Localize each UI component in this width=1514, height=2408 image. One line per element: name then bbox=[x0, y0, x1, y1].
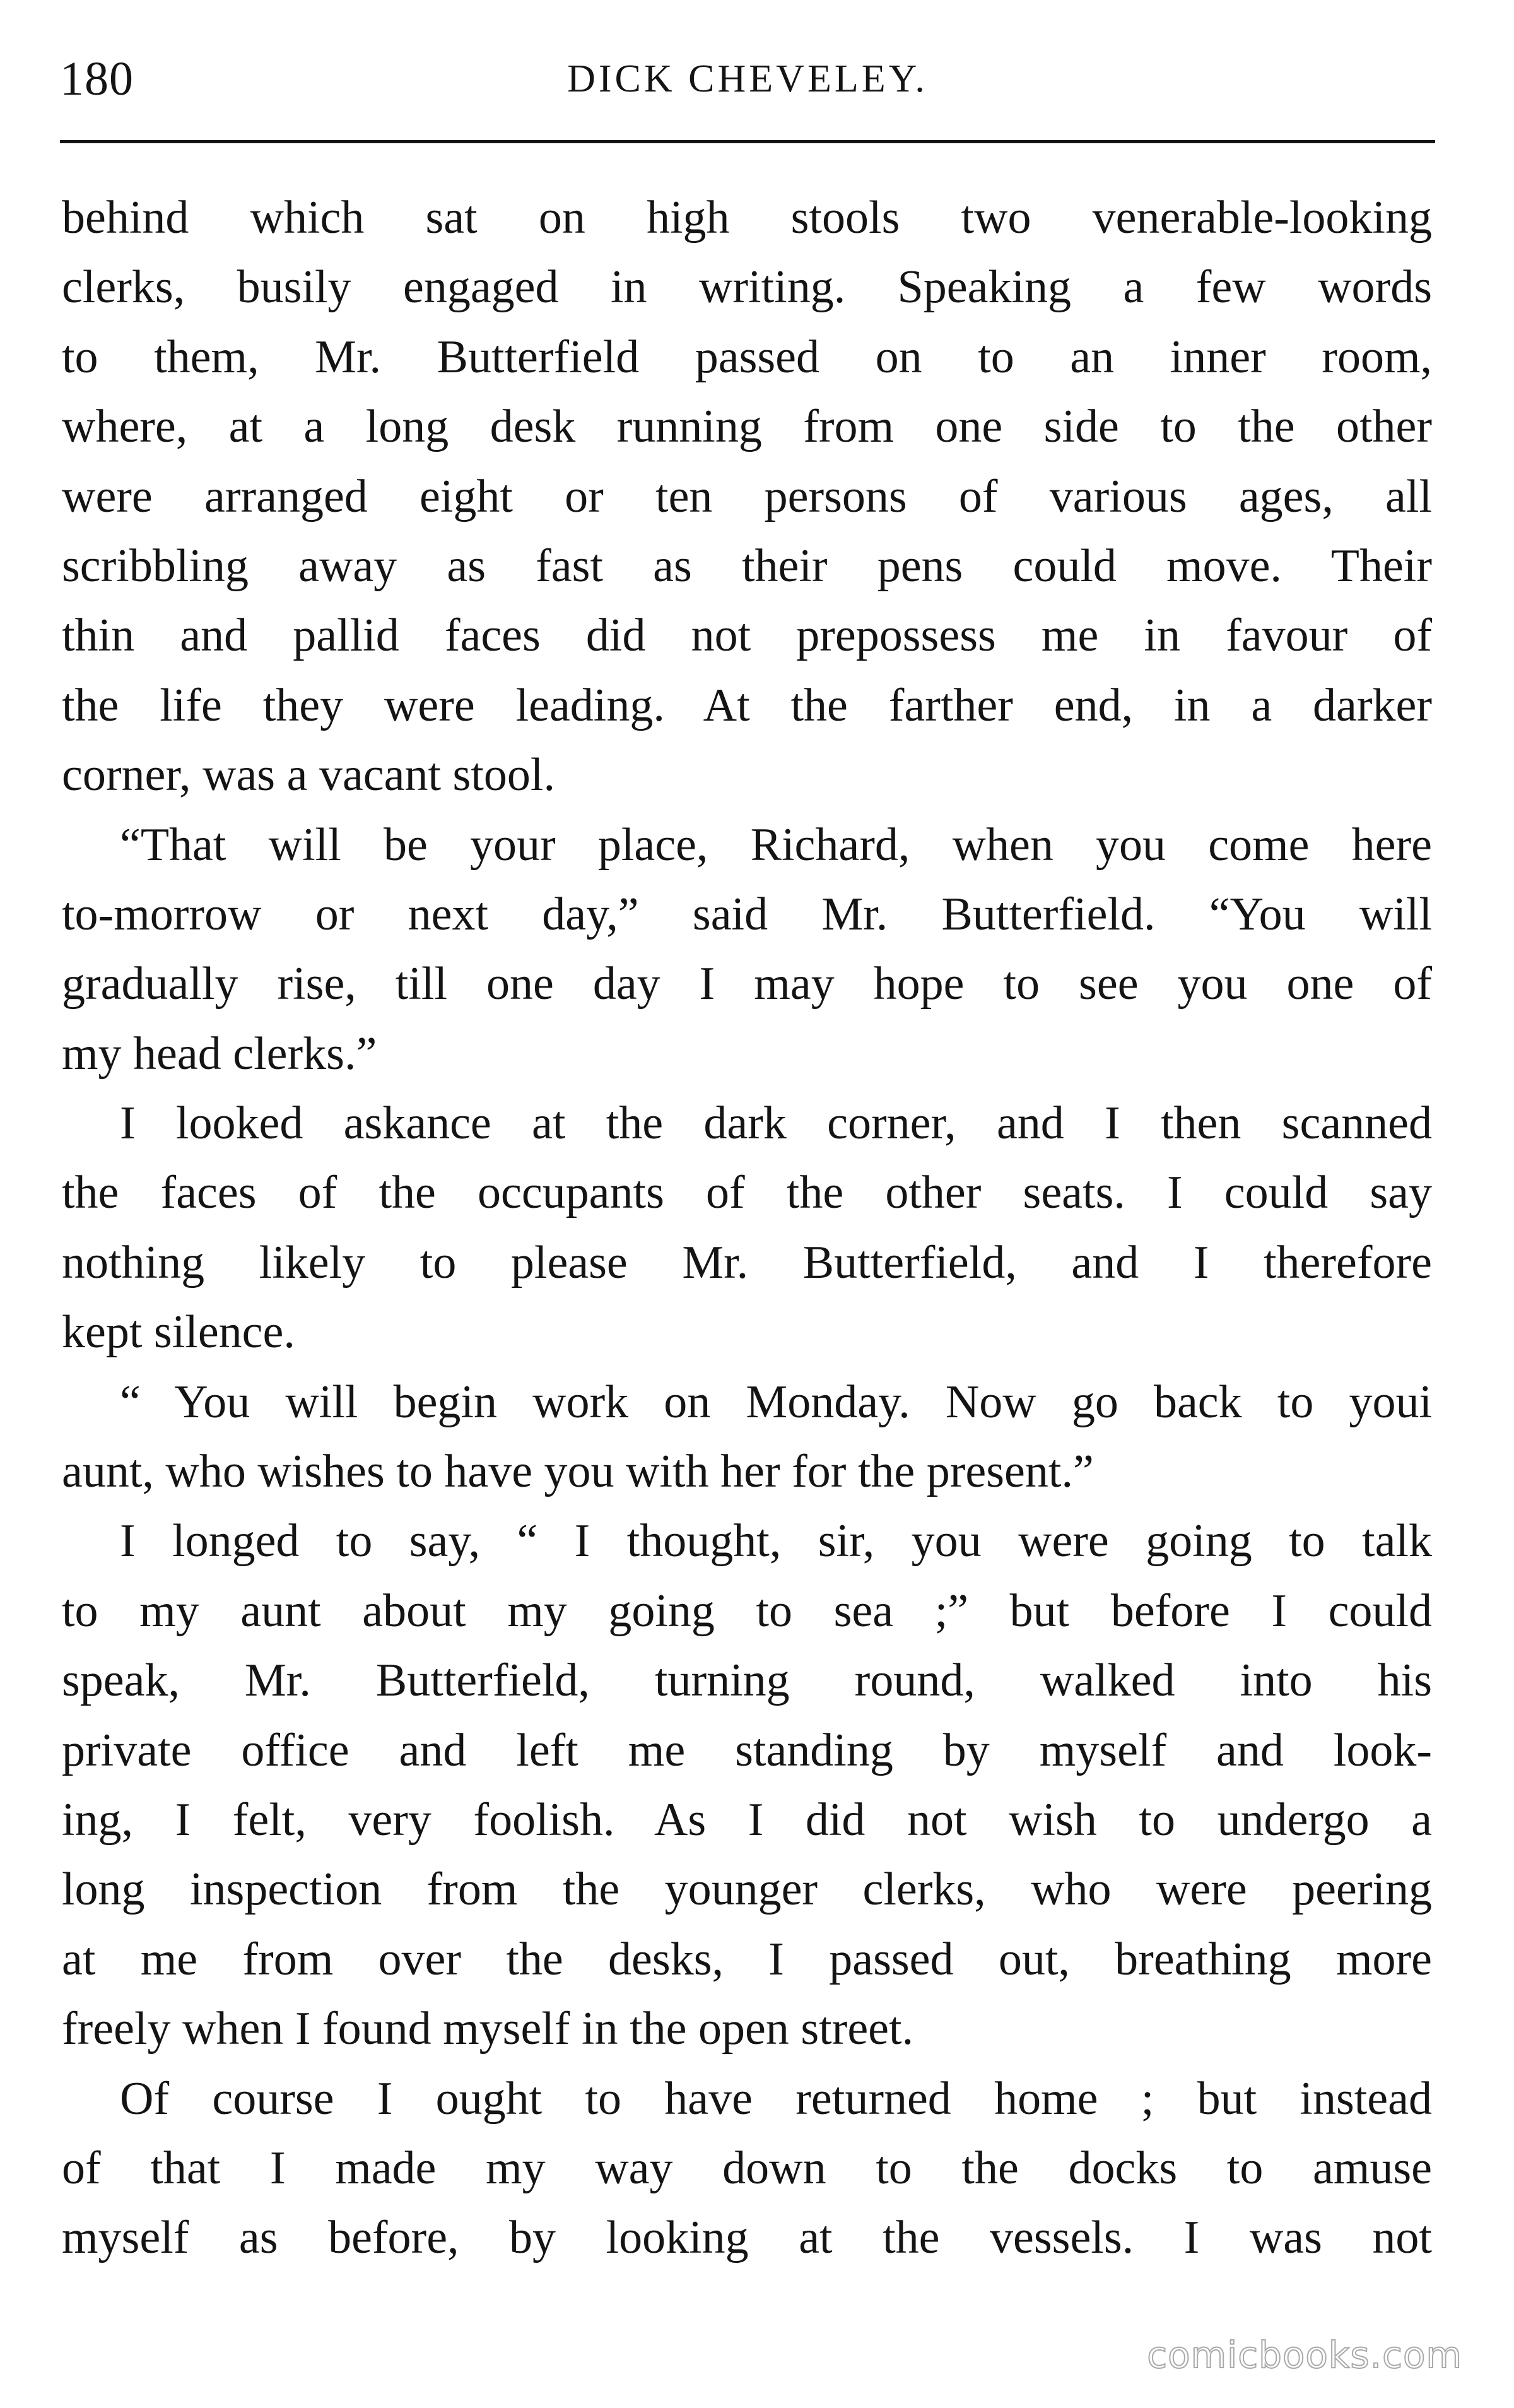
text-line: I longed to say, “ I thought, sir, you were going to talk bbox=[120, 1515, 1432, 1567]
running-head bbox=[60, 38, 1435, 120]
text-line: my head clerks.” bbox=[62, 1027, 377, 1080]
header-rule bbox=[60, 140, 1435, 143]
text-line: nothing likely to please Mr. Butterfield, and I therefore bbox=[62, 1236, 1432, 1289]
body-text bbox=[62, 183, 1432, 2273]
text-line: to my aunt about my going to sea ;” but before I could bbox=[62, 1585, 1432, 1637]
text-line: thin and pallid faces did not prepossess me in favour of bbox=[62, 610, 1432, 662]
text-line: were arranged eight or ten persons of various ages, all bbox=[62, 470, 1432, 522]
text-line: myself as before, by looking at the vessels. I was not bbox=[62, 2212, 1432, 2264]
text-line: private office and left me standing by myself and look- bbox=[62, 1724, 1432, 1776]
text-line: I looked askance at the dark corner, and I then scanned bbox=[120, 1097, 1432, 1150]
text-line: “ You will begin work on Monday. Now go back to youi bbox=[120, 1376, 1432, 1428]
text-line: kept silence. bbox=[62, 1306, 295, 1359]
running-title: DICK CHEVELEY. bbox=[567, 57, 928, 100]
text-line: long inspection from the younger clerks, who were peering bbox=[62, 1863, 1432, 1916]
text-line: behind which sat on high stools two venerable-looking bbox=[62, 192, 1432, 244]
text-line: the faces of the occupants of the other seats. I could say bbox=[62, 1167, 1432, 1219]
text-line: ing, I felt, very foolish. As I did not wish to undergo a bbox=[62, 1793, 1432, 1846]
page-number: 180 bbox=[60, 52, 134, 105]
text-line: speak, Mr. Butterfield, turning round, walked into his bbox=[62, 1655, 1432, 1707]
text-line: scribbling away as fast as their pens could move. Their bbox=[62, 540, 1432, 592]
text-line: of that I made my way down to the docks to amuse bbox=[62, 2142, 1432, 2194]
text-line: Of course I ought to have returned home ; but instead bbox=[120, 2072, 1432, 2125]
text-line: aunt, who wishes to have you with her for the present.” bbox=[62, 1446, 1094, 1498]
text-line: at me from over the desks, I passed out, breathing more bbox=[62, 1933, 1432, 1985]
text-line: clerks, busily engaged in writing. Speaking a few words bbox=[62, 261, 1432, 314]
text-line: gradually rise, till one day I may hope to see you one of bbox=[62, 958, 1432, 1010]
text-line: the life they were leading. At the farther end, in a darker bbox=[62, 679, 1432, 731]
text-line: where, at a long desk running from one side to the other bbox=[62, 401, 1432, 453]
text-line: corner, was a vacant stool. bbox=[62, 749, 555, 801]
text-line: “That will be your place, Richard, when you come here bbox=[120, 818, 1432, 871]
text-line: freely when I found myself in the open street. bbox=[62, 2003, 914, 2055]
text-line: to-morrow or next day,” said Mr. Butterfield. “You will bbox=[62, 888, 1432, 940]
watermark: comicbooks.com bbox=[1147, 2334, 1462, 2376]
text-line: to them, Mr. Butterfield passed on to an inner room, bbox=[62, 331, 1432, 383]
